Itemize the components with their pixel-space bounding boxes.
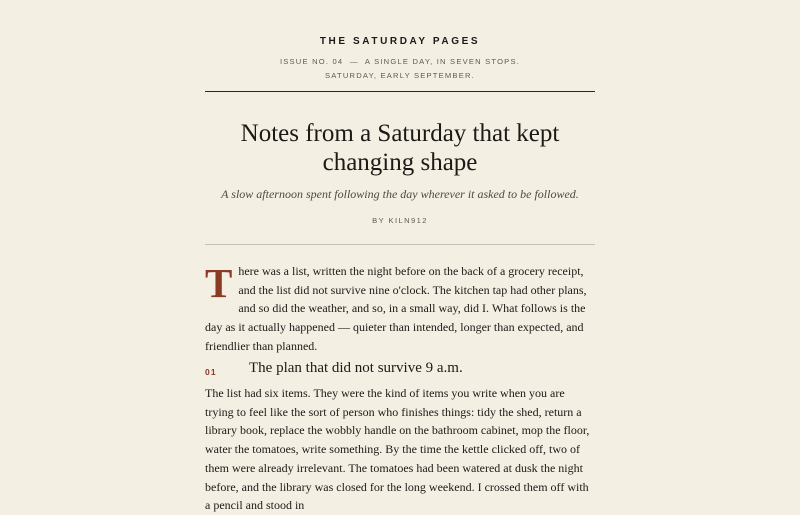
- masthead-divider: [205, 91, 595, 92]
- drop-cap: T: [205, 260, 233, 306]
- byline: BY KILN912: [372, 216, 428, 225]
- date-line: SATURDAY, EARLY SEPTEMBER.: [325, 71, 475, 80]
- section-number: 01: [205, 367, 217, 377]
- lede-text: here was a list, written the night before on the back of a grocery receipt, and the list did not survive nine o'clock. The kitchen tap had other plans, and so did the weather, and so, in a small way, did I. What follows is the day as it actually happened — quieter than intended, longer than expected, and friendlier than planned.: [205, 264, 587, 353]
- article-headline: Notes from a Saturday that kept changing shape: [240, 120, 560, 176]
- header-divider: [205, 244, 595, 245]
- lede-paragraph: [205, 262, 595, 356]
- section-title: The plan that did not survive 9 a.m.: [249, 360, 463, 376]
- masthead-title: THE SATURDAY PAGES: [319, 36, 481, 47]
- issue-line: ISSUE NO. 04 — A SINGLE DAY, IN SEVEN STOPS.: [279, 57, 521, 66]
- article-dek: A slow afternoon spent following the day wherever it asked to be followed.: [221, 187, 579, 201]
- section-body: The list had six items. They were the kind of items you write when you are trying to feel like the sort of person who finishes things: tidy the shed, return a library book, replace the wobbly handle on the bathroom cabinet, mop the floor, water the tomatoes, write something. By the time the kettle clicked off, two of them were already irrelevant. The tomatoes had been watered at dusk the night before, and the library was closed for the long weekend. I crossed them off with a pencil and stood in: [205, 386, 590, 513]
